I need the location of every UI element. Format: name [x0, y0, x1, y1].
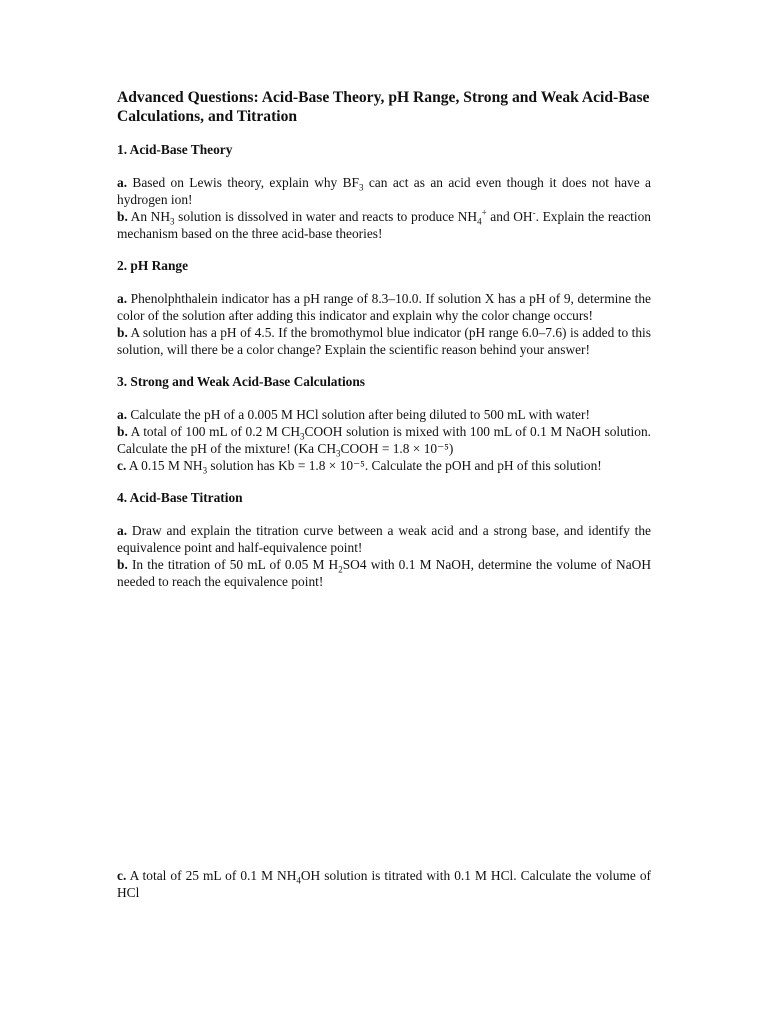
question-letter: a.	[117, 175, 128, 190]
question-letter: b.	[117, 424, 128, 439]
question-letter: a.	[117, 291, 128, 306]
question-4a: a. Draw and explain the titration curve between a weak acid and a strong base, and identify the equivalence point and half-equivalence point!	[117, 523, 651, 555]
question-3a: a. Calculate the pH of a 0.005 M HCl solution after being diluted to 500 mL with water!	[117, 407, 590, 422]
section-strong-weak-calculations	[117, 373, 651, 474]
question-4b: b. In the titration of 50 mL of 0.05 M $H_2SO4$ with 0.1 M NaOH, determine the volume of NaOH needed to reach the equivalence point!	[117, 557, 651, 589]
question-letter: b.	[117, 209, 128, 224]
question-letter: c.	[117, 458, 127, 473]
document-title: Advanced Questions: Acid-Base Theory, pH Range, Strong and Weak Acid-Base Calculations, and Titration	[117, 89, 650, 125]
question-letter: c.	[117, 868, 127, 883]
question-1b: b. An $NH_3$ solution is dissolved in water and reacts to produce $NH_4^+$ and OH-. Explain the reaction mechanism based on the three acid-base theories!	[117, 207, 651, 241]
section-titration	[117, 489, 651, 590]
section-heading: 1. Acid-Base Theory	[117, 142, 233, 157]
question-2a: a. Phenolphthalein indicator has a pH range of 8.3–10.0. If solution X has a pH of 9, determine the color of the solution after adding this indicator and explain why the color change occurs!	[117, 291, 651, 323]
question-4c: c. A total of 25 mL of 0.1 M $NH_4OH$ solution is titrated with 0.1 M HCl. Calculate the volume of HCl	[117, 868, 651, 900]
section-acid-base-theory	[117, 141, 651, 242]
question-letter: b.	[117, 325, 128, 340]
question-letter: a.	[117, 407, 128, 422]
section-ph-range	[117, 257, 651, 358]
section-heading: 2. pH Range	[117, 258, 189, 273]
question-letter: b.	[117, 557, 128, 572]
section-heading: 4. Acid-Base Titration	[117, 490, 243, 505]
question-1a: a. Based on Lewis theory, explain why $BF_3$ can act as an acid even though it does not have a hydrogen ion!	[117, 175, 651, 207]
question-3b: b. A total of 100 mL of 0.2 M $CH_3COOH$ solution is mixed with 100 mL of 0.1 M NaOH solution. Calculate the pH of the mixture! (Ka $CH_3COOH = 1.8 \times 10^{-5}$)	[117, 424, 651, 459]
question-2b: b. A solution has a pH of 4.5. If the bromothymol blue indicator (pH range 6.0–7.6) is added to this solution, will there be a color change? Explain the scientific reason behind your answer!	[117, 325, 651, 357]
section-heading: 3. Strong and Weak Acid-Base Calculations	[117, 374, 366, 389]
question-3c: c. A 0.15 M $NH_3$ solution has Kb = 1.8 × 10⁻⁵. Calculate the pOH and pH of this solution!	[117, 458, 602, 476]
question-letter: a.	[117, 523, 128, 538]
document-body	[117, 88, 651, 590]
